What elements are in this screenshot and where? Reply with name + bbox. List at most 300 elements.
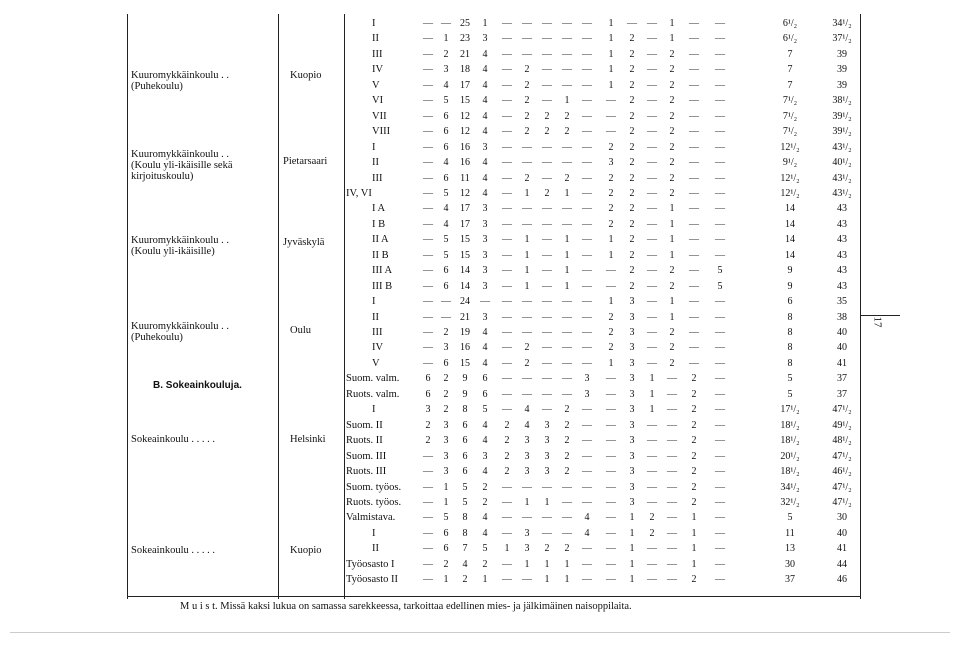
table-cell: 43¹/₂	[832, 187, 852, 199]
footnote: M u i s t. Missä kaksi lukua on samassa sarekkeessa, tarkoittaa edellinen mies- ja jälkimäinen naisoppilaita.	[180, 601, 632, 612]
table-cell: —	[542, 512, 552, 524]
table-cell: 40¹/₂	[832, 157, 852, 169]
class-label: Ruots. III	[346, 466, 387, 478]
table-cell: —	[715, 450, 725, 462]
table-cell: 5	[787, 512, 793, 524]
table-cell: —	[423, 574, 433, 586]
table-cell: 16	[460, 342, 470, 354]
table-cell: —	[522, 203, 532, 215]
table-cell: 1	[629, 558, 635, 570]
table-cell: —	[627, 18, 637, 29]
class-label: II	[372, 33, 379, 45]
table-cell: 2	[691, 435, 697, 447]
table-cell: —	[647, 110, 657, 122]
table-cell: 1	[564, 574, 570, 586]
table-cell: 6	[482, 373, 488, 385]
class-label: IV	[372, 342, 384, 354]
table-cell: 2	[504, 435, 510, 447]
table-cell: —	[562, 512, 572, 524]
table-cell: 2	[669, 187, 675, 199]
table-cell: —	[423, 527, 433, 539]
table-cell: 47¹/₂	[832, 404, 852, 416]
table-cell: —	[502, 558, 512, 570]
table-cell: 4	[482, 157, 488, 169]
table-cell: —	[542, 404, 552, 416]
table-cell: —	[582, 265, 592, 277]
table-cell: —	[667, 481, 677, 493]
table-cell: 2	[691, 404, 697, 416]
table-cell: —	[715, 388, 725, 400]
table-cell: —	[562, 157, 572, 169]
class-label: I A	[372, 203, 386, 215]
table-cell: —	[522, 296, 532, 308]
table-cell: —	[542, 481, 552, 493]
table-cell: 5	[717, 265, 723, 277]
table-cell: 3	[544, 419, 550, 431]
table-cell: 3	[629, 342, 635, 354]
table-cell: —	[582, 48, 592, 60]
table-cell: —	[715, 357, 725, 369]
table-cell: —	[542, 265, 552, 277]
table-cell: 4	[482, 126, 488, 138]
table-cell: —	[562, 79, 572, 91]
school-name: Sokeainkoulu . . . . .	[131, 434, 215, 445]
table-cell: 5	[787, 388, 793, 400]
table-cell: —	[423, 450, 433, 462]
table-cell: 43	[837, 203, 847, 215]
table-cell: 1	[669, 234, 675, 246]
table-cell: 39¹/₂	[832, 110, 852, 122]
table-cell: —	[647, 126, 657, 138]
table-cell: 7¹/₂	[782, 95, 798, 107]
table-cell: 2	[669, 79, 675, 91]
table-cell: —	[715, 419, 725, 431]
table-cell: —	[606, 126, 616, 138]
class-label: Ruots. valm.	[346, 388, 400, 400]
table-cell: 3	[524, 450, 530, 462]
table-cell: —	[715, 187, 725, 199]
table-cell: —	[542, 311, 552, 323]
table-cell: 4	[524, 404, 530, 416]
class-label: I	[372, 296, 376, 308]
table-cell: 3	[443, 466, 449, 478]
table-cell: 2	[443, 558, 449, 570]
table-cell: —	[606, 373, 616, 385]
table-cell: —	[647, 296, 657, 308]
table-cell: —	[522, 512, 532, 524]
table-cell: —	[715, 481, 725, 493]
table-cell: 2	[629, 126, 635, 138]
table-cell: 1	[443, 574, 449, 586]
table-cell: —	[582, 249, 592, 261]
table-cell: —	[582, 419, 592, 431]
table-cell: —	[423, 79, 433, 91]
table-cell: 2	[443, 404, 449, 416]
page-number: 17	[871, 316, 884, 328]
class-label: IV, VI	[346, 187, 372, 199]
table-cell: —	[423, 512, 433, 524]
table-cell: 3	[629, 450, 635, 462]
table-cell: 5	[443, 95, 449, 107]
table-cell: 2	[669, 357, 675, 369]
table-cell: —	[423, 218, 433, 230]
table-cell: 43	[837, 249, 847, 261]
table-cell: 6	[462, 466, 468, 478]
table-cell: 6	[443, 110, 449, 122]
table-cell: 1	[669, 218, 675, 230]
table-cell: 2	[608, 141, 614, 153]
table-cell: 2	[608, 311, 614, 323]
table-cell: —	[582, 558, 592, 570]
table-cell: —	[562, 527, 572, 539]
table-cell: 5	[462, 481, 468, 493]
table-cell: —	[647, 203, 657, 215]
table-cell: —	[582, 110, 592, 122]
table-cell: —	[715, 64, 725, 76]
table-cell: —	[542, 33, 552, 45]
table-cell: —	[689, 48, 699, 60]
table-cell: —	[502, 157, 512, 169]
table-cell: 3	[524, 466, 530, 478]
table-cell: —	[647, 280, 657, 292]
class-label: Suom. II	[346, 419, 383, 431]
table-cell: —	[502, 141, 512, 153]
table-cell: —	[647, 79, 657, 91]
table-cell: —	[542, 218, 552, 230]
table-cell: 12	[460, 126, 470, 138]
table-cell: 3	[544, 450, 550, 462]
table-cell: —	[582, 64, 592, 76]
table-cell: 1	[669, 18, 675, 29]
table-cell: —	[423, 342, 433, 354]
table-cell: 2	[608, 203, 614, 215]
table-cell: 1	[544, 574, 550, 586]
table-cell: —	[542, 280, 552, 292]
table-cell: 4	[482, 419, 488, 431]
table-cell: —	[502, 481, 512, 493]
table-cell: —	[582, 203, 592, 215]
table-cell: 3	[629, 435, 635, 447]
table-cell: 2	[544, 543, 550, 555]
table-cell: 2	[425, 435, 431, 447]
table-cell: —	[582, 234, 592, 246]
table-cell: —	[441, 311, 451, 323]
table-cell: —	[715, 558, 725, 570]
table-cell: —	[647, 496, 657, 508]
table-cell: 15	[460, 95, 470, 107]
table-cell: 2	[669, 141, 675, 153]
table-cell: —	[667, 388, 677, 400]
table-cell: —	[606, 265, 616, 277]
class-label: I	[372, 527, 376, 539]
table-cell: 1	[669, 33, 675, 45]
table-cell: —	[715, 141, 725, 153]
class-label: I	[372, 141, 376, 153]
table-cell: —	[423, 64, 433, 76]
table-cell: —	[667, 574, 677, 586]
table-cell: —	[542, 48, 552, 60]
class-label: VIII	[372, 126, 391, 138]
table-cell: —	[502, 126, 512, 138]
table-cell: 1	[669, 296, 675, 308]
table-cell: 4	[482, 48, 488, 60]
table-cell: —	[423, 157, 433, 169]
table-cell: 1	[524, 558, 530, 570]
table-cell: —	[582, 574, 592, 586]
table-cell: 17	[460, 203, 470, 215]
table-cell: —	[647, 18, 657, 29]
table-cell: 7	[462, 543, 468, 555]
table-cell: 3	[443, 342, 449, 354]
table-cell: 2	[524, 126, 530, 138]
school-name: Kuuromykkäinkoulu . .	[131, 235, 229, 246]
table-cell: —	[606, 388, 616, 400]
table-cell: —	[715, 527, 725, 539]
table-cell: —	[562, 342, 572, 354]
table-cell: —	[542, 249, 552, 261]
table-cell: —	[542, 18, 552, 29]
table-cell: —	[423, 265, 433, 277]
table-cell: 2	[564, 172, 570, 184]
table-cell: 1	[504, 543, 510, 555]
table-cell: —	[562, 218, 572, 230]
table-cell: 1	[691, 527, 697, 539]
table-cell: 4	[482, 342, 488, 354]
town-name: Pietarsaari	[283, 156, 328, 167]
table-cell: —	[542, 79, 552, 91]
table-cell: —	[647, 48, 657, 60]
table-cell: —	[715, 327, 725, 338]
table-cell: —	[582, 157, 592, 169]
table-cell: —	[423, 187, 433, 199]
table-cell: —	[522, 48, 532, 60]
table-cell: 2	[564, 543, 570, 555]
table-cell: 2	[504, 419, 510, 431]
table-cell: 1	[608, 249, 614, 261]
table-cell: 1	[524, 280, 530, 292]
table-cell: —	[647, 466, 657, 478]
table-cell: 38¹/₂	[832, 95, 852, 107]
table-cell: 1	[524, 265, 530, 277]
table-cell: —	[423, 558, 433, 570]
table-cell: 2	[691, 419, 697, 431]
table-cell: —	[606, 280, 616, 292]
table-cell: —	[647, 311, 657, 323]
table-cell: 2	[544, 110, 550, 122]
table-cell: 3	[629, 466, 635, 478]
table-cell: 3	[482, 450, 488, 462]
table-cell: —	[689, 110, 699, 122]
table-cell: —	[423, 496, 433, 508]
table-cell: —	[715, 249, 725, 261]
table-cell: 5	[443, 249, 449, 261]
table-cell: —	[689, 172, 699, 184]
table-cell: 1	[608, 48, 614, 60]
table-cell: —	[689, 187, 699, 199]
table-cell: 4	[443, 218, 449, 230]
table-cell: —	[423, 357, 433, 369]
table-cell: 2	[524, 64, 530, 76]
table-cell: 30	[785, 558, 795, 570]
table-cell: —	[522, 481, 532, 493]
table-cell: 3	[629, 311, 635, 323]
class-label: III	[372, 172, 383, 184]
table-cell: 3	[482, 203, 488, 215]
table-cell: 4	[443, 79, 449, 91]
table-cell: 2	[669, 110, 675, 122]
table-cell: 2	[608, 218, 614, 230]
table-cell: 1	[608, 33, 614, 45]
table-cell: 3	[629, 373, 635, 385]
table-cell: —	[582, 296, 592, 308]
table-cell: —	[689, 95, 699, 107]
class-label: Suom. työos.	[346, 481, 402, 493]
table-cell: —	[715, 172, 725, 184]
table-cell: 43¹/₂	[832, 141, 852, 153]
table-cell: 2	[608, 342, 614, 354]
table-cell: —	[715, 496, 725, 508]
table-cell: 2	[564, 466, 570, 478]
class-label: II	[372, 157, 379, 169]
table-cell: 1	[564, 187, 570, 199]
class-label: I	[372, 18, 376, 29]
table-cell: 8	[787, 311, 793, 323]
table-cell: 2	[524, 110, 530, 122]
table-cell: —	[715, 543, 725, 555]
table-cell: 6	[443, 172, 449, 184]
table-cell: —	[423, 126, 433, 138]
school-name: Kuuromykkäinkoulu . .	[131, 149, 229, 160]
table-cell: —	[502, 388, 512, 400]
table-cell: —	[647, 342, 657, 354]
table-cell: 1	[629, 512, 635, 524]
table-cell: —	[715, 218, 725, 230]
table-cell: —	[715, 48, 725, 60]
table-cell: 2	[564, 435, 570, 447]
class-label: Suom. III	[346, 450, 387, 462]
table-cell: 4	[482, 327, 488, 338]
school-subtitle: (Koulu yli-ikäisille)	[131, 246, 215, 257]
table-cell: —	[647, 64, 657, 76]
table-cell: 12¹/₂	[780, 141, 800, 153]
table-cell: —	[582, 466, 592, 478]
class-label: II B	[372, 249, 389, 261]
table-cell: 2	[425, 419, 431, 431]
table-cell: —	[562, 203, 572, 215]
table-cell: —	[522, 388, 532, 400]
table-cell: 2	[564, 450, 570, 462]
table-cell: 12	[460, 187, 470, 199]
table-cell: 2	[629, 141, 635, 153]
table-cell: 1	[482, 18, 488, 29]
table-cell: —	[562, 481, 572, 493]
table-cell: 41	[837, 543, 847, 555]
table-cell: —	[606, 512, 616, 524]
table-cell: —	[542, 95, 552, 107]
table-cell: —	[502, 172, 512, 184]
table-cell: 3	[629, 496, 635, 508]
table-cell: 1	[608, 18, 614, 29]
table-cell: —	[689, 79, 699, 91]
table-cell: 3	[524, 435, 530, 447]
table-cell: —	[667, 373, 677, 385]
table-cell: —	[715, 95, 725, 107]
table-cell: 12¹/₂	[780, 172, 800, 184]
table-cell: 4	[482, 512, 488, 524]
table-cell: 3	[629, 404, 635, 416]
table-cell: —	[647, 234, 657, 246]
table-cell: 39¹/₂	[832, 126, 852, 138]
table-cell: —	[502, 280, 512, 292]
table-cell: 2	[629, 187, 635, 199]
table-cell: —	[689, 126, 699, 138]
table-cell: 1	[608, 79, 614, 91]
table-cell: —	[542, 64, 552, 76]
table-cell: 3	[443, 64, 449, 76]
table-cell: —	[715, 574, 725, 586]
table-cell: 43	[837, 265, 847, 277]
table-cell: 3	[608, 157, 614, 169]
table-cell: —	[715, 435, 725, 447]
table-cell: 5	[482, 543, 488, 555]
school-name: Kuuromykkäinkoulu . .	[131, 70, 229, 81]
table-cell: 4	[524, 419, 530, 431]
table-cell: 1	[482, 574, 488, 586]
table-cell: 2	[691, 574, 697, 586]
table-cell: —	[423, 249, 433, 261]
table-cell: 2	[669, 327, 675, 338]
table-cell: 2	[443, 327, 449, 338]
table-cell: —	[542, 373, 552, 385]
table-cell: 4	[482, 466, 488, 478]
table-cell: 24	[460, 296, 470, 308]
table-cell: 46¹/₂	[832, 466, 852, 478]
table-cell: —	[423, 327, 433, 338]
table-cell: —	[689, 218, 699, 230]
table-cell: —	[423, 311, 433, 323]
table-cell: —	[562, 327, 572, 338]
table-cell: 1	[564, 265, 570, 277]
table-cell: —	[715, 126, 725, 138]
table-cell: 13	[785, 543, 795, 555]
table-cell: 3	[482, 311, 488, 323]
table-cell: —	[689, 357, 699, 369]
table-cell: 3	[482, 265, 488, 277]
table-cell: 1	[544, 558, 550, 570]
table-cell: 2	[629, 79, 635, 91]
table-cell: —	[423, 141, 433, 153]
table-cell: —	[606, 110, 616, 122]
table-cell: 2	[544, 187, 550, 199]
table-cell: —	[582, 18, 592, 29]
table-cell: 21	[460, 311, 470, 323]
table-cell: 6¹/₂	[782, 18, 798, 29]
table-cell: 39	[837, 79, 847, 91]
class-label: IV	[372, 64, 384, 76]
table-cell: 8	[787, 342, 793, 354]
town-name: Kuopio	[290, 545, 322, 556]
table-cell: 7¹/₂	[782, 110, 798, 122]
table-cell: 2	[462, 574, 468, 586]
table-cell: 2	[691, 466, 697, 478]
table-cell: 1	[669, 311, 675, 323]
table-cell: 9¹/₂	[782, 157, 798, 169]
table-cell: —	[542, 203, 552, 215]
table-cell: 2	[443, 373, 449, 385]
table-cell: —	[606, 558, 616, 570]
table-cell: 37	[785, 574, 795, 586]
class-label: Ruots. II	[346, 435, 383, 447]
